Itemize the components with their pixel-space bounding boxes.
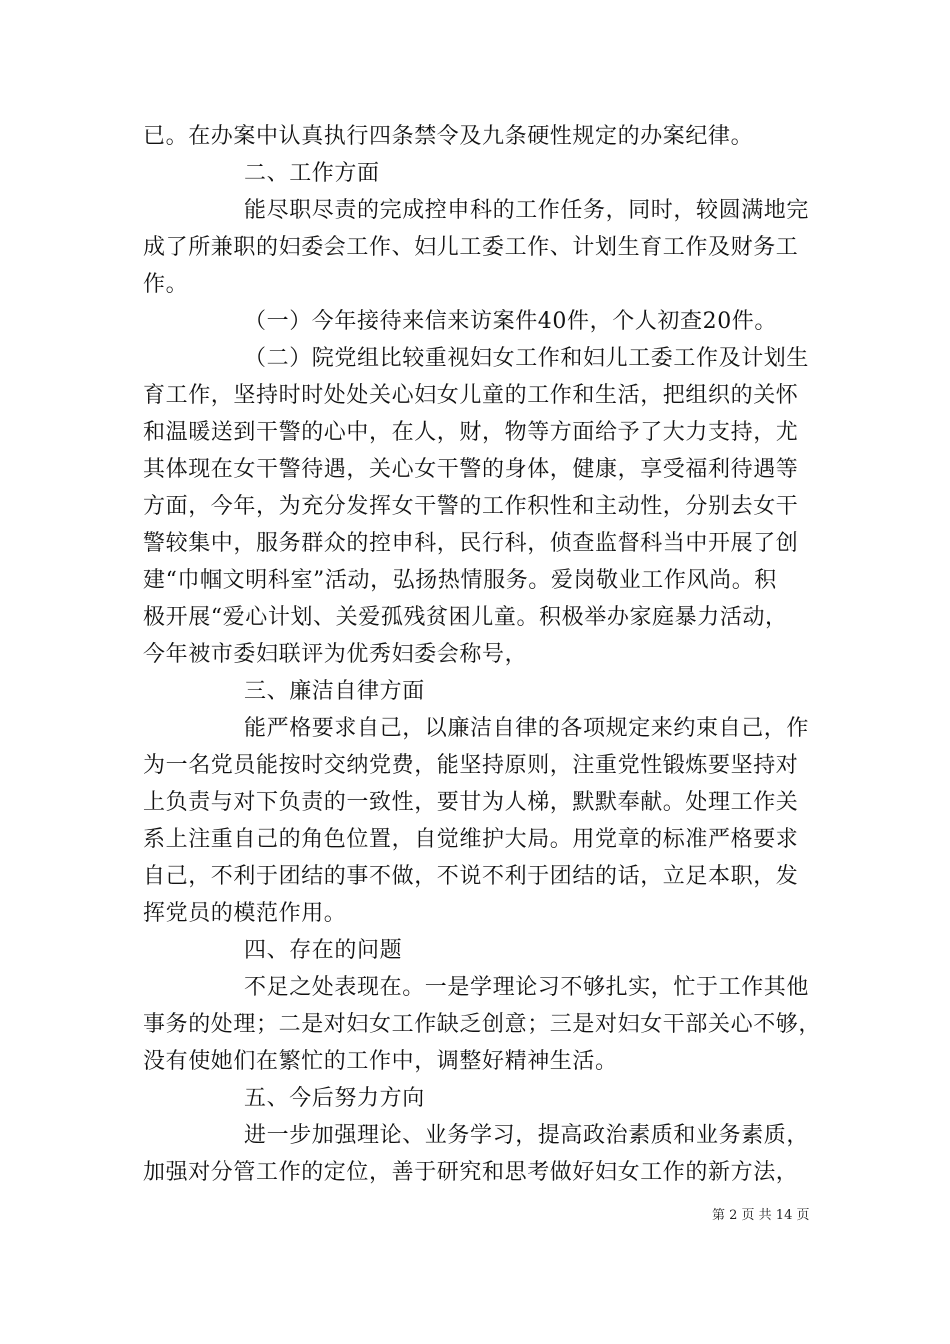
text-line: （二）院党组比较重视妇女工作和妇儿工委工作及计划生 bbox=[244, 346, 810, 371]
text-line: 能严格要求自己，以廉洁自律的各项规定来约束自己，作 bbox=[244, 716, 810, 741]
section-heading: 三、廉洁自律方面 bbox=[244, 679, 425, 704]
text-line: 为一名党员能按时交纳党费，能坚持原则，注重党性锻炼要坚持对 bbox=[143, 753, 799, 778]
text-line: 没有使她们在繁忙的工作中，调整好精神生活。 bbox=[143, 1049, 618, 1074]
text-line: 能尽职尽责的完成控申科的工作任务，同时，较圆满地完 bbox=[244, 198, 810, 223]
text-line: 和温暖送到干警的心中，在人，财，物等方面给予了大力支持，尤 bbox=[143, 420, 799, 445]
text-line: 自己，不利于团结的事不做，不说不利于团结的话，立足本职，发 bbox=[143, 864, 799, 889]
text-line: （一）今年接待来信来访案件40件，个人初查20件。 bbox=[244, 309, 777, 334]
text-line: 上负责与对下负责的一致性，要甘为人梯，默默奉献。处理工作关 bbox=[143, 790, 799, 815]
text-line: 其体现在女干警待遇，关心女干警的身体，健康，享受福利待遇等 bbox=[143, 457, 799, 482]
text-line: 进一步加强理论、业务学习，提高政治素质和业务素质， bbox=[244, 1123, 810, 1148]
text-line: 加强对分管工作的定位，善于研究和思考做好妇女工作的新方法， bbox=[143, 1160, 799, 1185]
section-heading: 四、存在的问题 bbox=[244, 938, 403, 963]
page-number: 第 2 页 共 14 页 bbox=[712, 1208, 810, 1223]
text-line: 今年被市委妇联评为优秀妇委会称号， bbox=[143, 642, 528, 667]
text-line: 警较集中，服务群众的控申科，民行科，侦查监督科当中开展了创 bbox=[143, 531, 799, 556]
section-heading: 二、工作方面 bbox=[244, 161, 380, 186]
text-line: 已。在办案中认真执行四条禁令及九条硬性规定的办案纪律。 bbox=[143, 124, 754, 149]
text-line: 方面，今年，为充分发挥女干警的工作积性和主动性，分别去女干 bbox=[143, 494, 799, 519]
text-line: 事务的处理；二是对妇女工作缺乏创意；三是对妇女干部关心不够， bbox=[143, 1012, 822, 1037]
text-line: 挥党员的模范作用。 bbox=[143, 901, 347, 926]
text-line: 不足之处表现在。一是学理论习不够扎实，忙于工作其他 bbox=[244, 975, 810, 1000]
text-line: 建“巾帼文明科室”活动，弘扬热情服务。爱岗敬业工作风尚。积 bbox=[143, 568, 777, 593]
text-line: 系上注重自己的角色位置，自觉维护大局。用党章的标准严格要求 bbox=[143, 827, 799, 852]
text-line: 作。 bbox=[143, 272, 189, 297]
text-line: 极开展“爱心计划、关爱孤残贫困儿童。积极举办家庭暴力活动， bbox=[143, 605, 788, 630]
section-heading: 五、今后努力方向 bbox=[244, 1086, 425, 1111]
text-line: 成了所兼职的妇委会工作、妇儿工委工作、计划生育工作及财务工 bbox=[143, 235, 799, 260]
text-line: 育工作，坚持时时处处关心妇女儿童的工作和生活，把组织的关怀 bbox=[143, 383, 799, 408]
